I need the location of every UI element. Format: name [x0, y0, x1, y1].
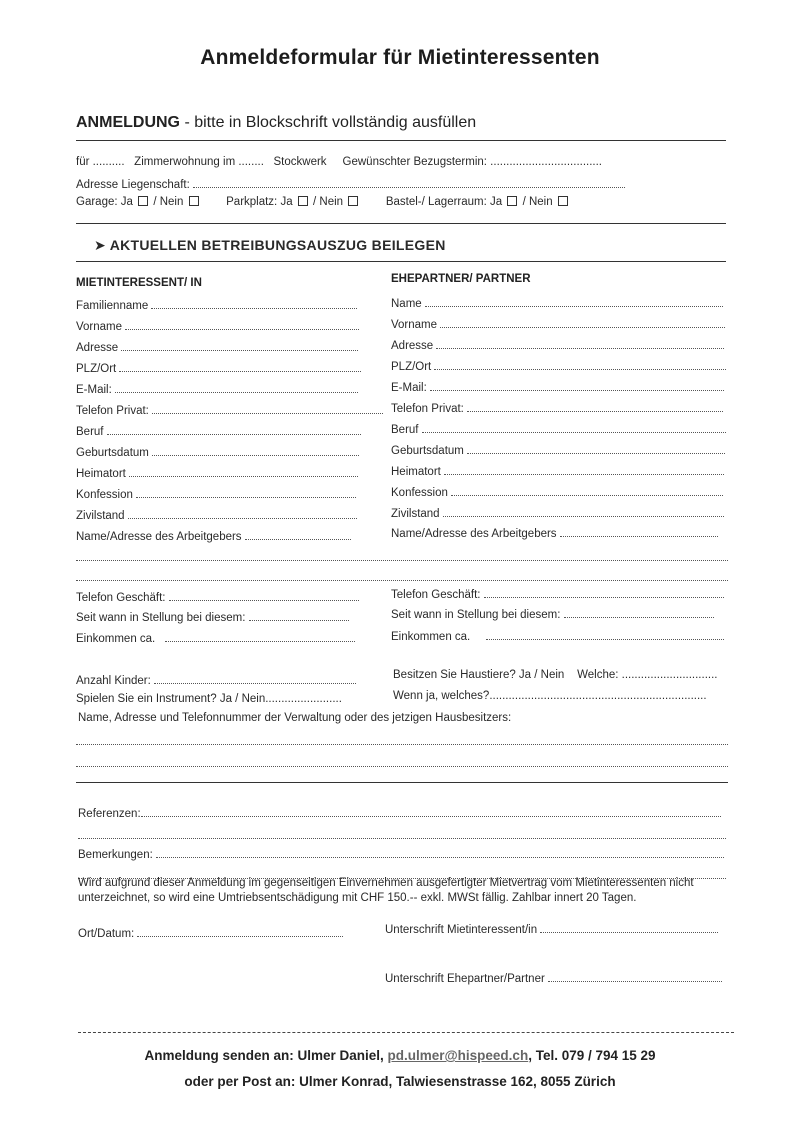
field-label: Geburtsdatum [76, 447, 149, 459]
move-in-label: Gewünschter Bezugstermin: ................................... [342, 156, 603, 168]
field-line[interactable] [107, 424, 361, 435]
partner-heading: EHEPARTNER/ PARTNER [391, 273, 531, 285]
garage-yes-checkbox[interactable] [138, 196, 148, 206]
field-label: PLZ/Ort [76, 363, 117, 375]
parking-no-checkbox[interactable] [348, 196, 358, 206]
field-label: Name/Adresse des Arbeitgebers [76, 531, 242, 543]
field-line[interactable] [152, 445, 359, 456]
field-line[interactable] [125, 319, 359, 330]
field-label: Telefon Privat: [391, 403, 464, 415]
footer-line-1 [0, 1048, 800, 1063]
registration-heading [76, 114, 476, 132]
property-address-line[interactable] [193, 177, 625, 188]
instrument-field[interactable] [76, 693, 342, 705]
pets-field[interactable] [393, 669, 717, 681]
tenant-heading: MIETINTERESSENT/ IN [76, 277, 202, 289]
field-label: Seit wann in Stellung bei diesem: [76, 612, 246, 624]
garage-label: Garage: Ja [76, 196, 133, 208]
field-label: Familienname [76, 300, 149, 312]
field-line[interactable] [434, 359, 726, 370]
pets-if-yes-field[interactable] [393, 690, 707, 702]
field-line[interactable] [165, 631, 355, 642]
field-label: Beruf [76, 426, 104, 438]
field-label: Telefon Geschäft: [76, 592, 166, 604]
partner-field-name[interactable] [391, 296, 723, 310]
references-field[interactable] [78, 806, 721, 820]
field-label: Konfession [76, 489, 133, 501]
administration-line[interactable] [76, 734, 728, 745]
field-label: Beruf [391, 424, 419, 436]
divider [76, 140, 726, 141]
field-label: Zivilstand [391, 508, 440, 520]
field-label: Unterschrift Ehepartner/Partner [385, 973, 545, 985]
parking-no-label: / Nein [313, 196, 344, 208]
place-date-field[interactable] [78, 926, 343, 940]
field-line[interactable] [444, 464, 724, 475]
field-label: Telefon Privat: [76, 405, 149, 417]
field-line[interactable] [137, 926, 343, 937]
field-line[interactable] [128, 508, 357, 519]
field-label: Konfession [391, 487, 448, 499]
field-label: Anzahl Kinder: [76, 675, 151, 687]
parking-yes-checkbox[interactable] [298, 196, 308, 206]
tenant-field-job[interactable] [76, 424, 361, 438]
page-title: Anmeldeformular für Mietinteressenten [200, 46, 600, 69]
partner-field-firstname[interactable] [391, 317, 725, 331]
field-label: Heimatort [391, 466, 441, 478]
field-line[interactable] [484, 587, 724, 598]
tenant-field-address[interactable] [76, 340, 358, 354]
field-label: Telefon Geschäft: [391, 589, 481, 601]
cut-line [78, 1032, 734, 1033]
field-line[interactable] [440, 317, 725, 328]
field-line[interactable] [121, 340, 358, 351]
field-line[interactable] [467, 401, 723, 412]
parking-label: Parkplatz: Ja [226, 196, 293, 208]
field-line[interactable] [486, 629, 724, 640]
partner-field-email[interactable] [391, 380, 724, 394]
partner-field-phone[interactable] [391, 401, 723, 415]
field-label: Seit wann in Stellung bei diesem: [391, 609, 561, 621]
signature-tenant-field[interactable] [385, 922, 718, 936]
field-line[interactable] [141, 806, 721, 817]
field-label: Ort/Datum: [78, 928, 135, 940]
garage-no-checkbox[interactable] [189, 196, 199, 206]
field-line[interactable] [564, 607, 714, 618]
partner-field-birthdate[interactable] [391, 443, 725, 457]
field-label: Geburtsdatum [391, 445, 464, 457]
tenant-income[interactable] [76, 631, 355, 645]
field-line[interactable] [436, 338, 724, 349]
field-label: Wenn ja, welches?.................................................................... [393, 690, 707, 702]
parking-options [76, 196, 570, 208]
field-line[interactable] [156, 847, 724, 858]
for-field[interactable] [76, 156, 602, 168]
tenant-field-employer[interactable] [76, 529, 351, 543]
field-label: Einkommen ca. [76, 633, 156, 645]
tenant-field-lastname[interactable] [76, 298, 364, 312]
divider [76, 261, 726, 262]
field-line[interactable] [169, 590, 359, 601]
tenant-field-firstname[interactable] [76, 319, 359, 333]
tenant-field-civil-status[interactable] [76, 508, 357, 522]
divider [76, 223, 726, 224]
field-line[interactable] [540, 922, 718, 933]
field-line[interactable] [560, 526, 718, 537]
field-line[interactable] [422, 422, 726, 433]
administration-label: Name, Adresse und Telefonnummer der Verwaltung oder des jetzigen Hausbesitzers: [78, 712, 512, 724]
registration-heading-bold: ANMELDUNG [76, 114, 180, 131]
field-label: Vorname [76, 321, 123, 333]
field-label: Bemerkungen: [78, 849, 153, 861]
partner-since-when[interactable] [391, 607, 714, 621]
footer-line-1-prefix: Anmeldung senden an: Ulmer Daniel, [144, 1048, 388, 1063]
field-label: Unterschrift Mietinteressent/in [385, 924, 538, 936]
partner-work-phone[interactable] [391, 587, 724, 601]
field-label: E-Mail: [76, 384, 112, 396]
field-line[interactable] [425, 296, 723, 307]
field-line[interactable] [245, 529, 351, 540]
field-label: PLZ/Ort [391, 361, 432, 373]
storage-label: Bastel-/ Lagerraum: Ja [385, 196, 503, 208]
remarks-field[interactable] [78, 847, 724, 861]
employer-line[interactable] [76, 570, 728, 581]
employer-line[interactable] [76, 550, 728, 561]
field-label: Name/Adresse des Arbeitgebers [391, 528, 557, 540]
field-line[interactable] [548, 971, 722, 982]
divider [76, 782, 728, 783]
partner-field-religion[interactable] [391, 485, 723, 499]
tenant-field-religion[interactable] [76, 487, 356, 501]
arrow-right-icon: ➤ [94, 237, 107, 253]
storage-yes-checkbox[interactable] [507, 196, 517, 206]
field-label: Adresse [391, 340, 434, 352]
field-line[interactable] [129, 466, 358, 477]
partner-field-employer[interactable] [391, 526, 718, 540]
field-label: Adresse [76, 342, 119, 354]
field-label: Einkommen ca. [391, 631, 471, 643]
field-line[interactable] [115, 382, 358, 393]
field-line[interactable] [154, 673, 356, 684]
field-label: Referenzen: [78, 808, 141, 820]
property-address-label: Adresse Liegenschaft: [76, 179, 190, 191]
registration-heading-rest: - bitte in Blockschrift vollständig ausfüllen [180, 114, 477, 131]
field-line[interactable] [152, 403, 383, 414]
field-label: Vorname [391, 319, 438, 331]
field-line[interactable] [151, 298, 357, 309]
footer-email-link[interactable]: pd.ulmer@hispeed.ch [387, 1048, 529, 1063]
for-label: für .......... [76, 156, 125, 168]
tenant-field-email[interactable] [76, 382, 358, 396]
field-line[interactable] [249, 610, 349, 621]
garage-no-label: / Nein [153, 196, 184, 208]
field-label: Name [391, 298, 422, 310]
tenant-field-hometown[interactable] [76, 466, 358, 480]
tenant-work-phone[interactable] [76, 590, 359, 604]
partner-field-address[interactable] [391, 338, 724, 352]
field-label: Zivilstand [76, 510, 125, 522]
field-label: Heimatort [76, 468, 126, 480]
references-line[interactable] [78, 828, 726, 839]
field-line[interactable] [119, 361, 361, 372]
field-line[interactable] [430, 380, 724, 391]
field-line[interactable] [467, 443, 725, 454]
tenant-field-phone[interactable] [76, 403, 383, 417]
field-label: Besitzen Sie Haustiere? Ja / Nein [393, 669, 565, 681]
notice [94, 237, 446, 254]
partner-income[interactable] [391, 629, 724, 643]
pets-which-label: Welche: .............................. [577, 669, 718, 681]
disclaimer: Wird aufgrund dieser Anmeldung im gegenseitigen Einvernehmen ausgefertigter Mietvertrag vom Mietinteressenten nicht unterzeichnet, so wird eine Umtriebsentschädigung mit CHF 150.-- exkl. MWSt fällig. Zahlbar innert 20 Tagen. [78, 877, 694, 904]
rooms-label: Zimmerwohnung im ........ [134, 156, 264, 168]
partner-field-civil-status[interactable] [391, 506, 724, 520]
tenant-field-zip[interactable] [76, 361, 361, 375]
field-line[interactable] [443, 506, 724, 517]
signature-partner-field[interactable] [385, 971, 722, 985]
property-address-field[interactable] [76, 177, 625, 191]
notice-text: AKTUELLEN BETREIBUNGSAUSZUG BEILEGEN [109, 237, 446, 253]
storage-no-label: / Nein [522, 196, 553, 208]
partner-field-zip[interactable] [391, 359, 726, 373]
field-label: E-Mail: [391, 382, 427, 394]
field-label: Spielen Sie ein Instrument? Ja / Nein........................ [76, 693, 342, 705]
tenant-since-when[interactable] [76, 610, 349, 624]
storage-no-checkbox[interactable] [558, 196, 568, 206]
children-field[interactable] [76, 673, 356, 687]
field-line[interactable] [136, 487, 356, 498]
footer-line-2: oder per Post an: Ulmer Konrad, Talwiesenstrasse 162, 8055 Zürich [184, 1074, 616, 1089]
administration-line[interactable] [76, 756, 728, 767]
floor-label: Stockwerk [273, 156, 327, 168]
footer-line-1-suffix: , Tel. 079 / 794 15 29 [528, 1048, 656, 1063]
field-line[interactable] [451, 485, 723, 496]
partner-field-hometown[interactable] [391, 464, 724, 478]
tenant-field-birthdate[interactable] [76, 445, 359, 459]
partner-field-job[interactable] [391, 422, 726, 436]
